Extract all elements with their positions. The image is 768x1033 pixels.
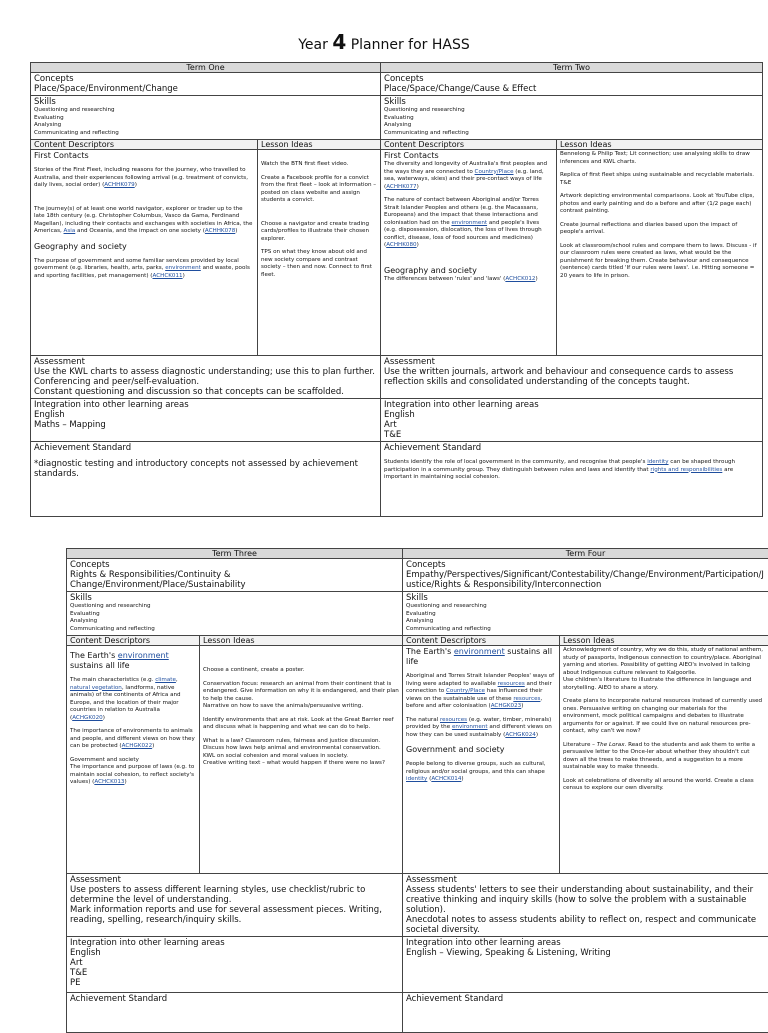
term-three-concepts: Concepts Rights & Responsibilities/Continuity & Change/Environment/Place/Sustainability — [67, 559, 403, 592]
glossary-link[interactable]: identity — [406, 776, 428, 782]
glossary-link[interactable]: Asia — [63, 228, 76, 234]
term-two-content-descriptors: First Contacts The diversity and longevity of Australia's first peoples and the ways they are connected to Country/Place (e.g. land, sea, waterways, skies) and their pre-contact ways of life (ACHHK077) The nature of contact between Aboriginal and/or Torres Strait Islander Peoples and others (e.g. the Macassans, Europeans) and the impact that these interactions and colonisation had on the environment and people's lives (e.g. dispossession, dislocation, the loss of lives through conflict, disease, loss of food sources and medicines) (ACHHK080) Geography and society The differences between 'rules' and 'laws' (ACHCK012) — [381, 150, 557, 356]
term-one-assessment: Assessment Use the KWL charts to assess diagnostic understanding; use this to plan further. Conferencing and peer/self-evaluation. Constant questioning and discussion so that concepts can be scaffolded. — [31, 356, 381, 399]
curriculum-link[interactable]: ACHGK023 — [490, 703, 522, 709]
curriculum-link[interactable]: ACHCK014 — [431, 776, 462, 782]
glossary-link[interactable]: environment — [165, 265, 201, 271]
glossary-link[interactable]: resources — [513, 695, 541, 702]
curriculum-link[interactable]: ACHCK011 — [152, 272, 183, 279]
glossary-link[interactable]: Country/Place — [474, 168, 514, 175]
glossary-link[interactable]: environment — [451, 724, 488, 730]
term-one-achievement: Achievement Standard *diagnostic testing and introductory concepts not assessed by achievement standards. — [31, 442, 381, 517]
glossary-link[interactable]: resources — [497, 680, 525, 687]
curriculum-link[interactable]: ACHGK022 — [121, 743, 153, 749]
term-four-assessment: Assessment Assess students' letters to see their understanding about sustainability, and their creative thinking and inquiry skills (how to solve the problem with a sustainable solution). Anecdotal notes to assess students ability to reflect on, respect and communicate societal diversity. — [403, 874, 768, 937]
curriculum-link[interactable]: ACHGK020 — [72, 714, 103, 721]
term-three-header: Term Three — [67, 549, 403, 559]
glossary-link[interactable]: Country/Place — [446, 688, 485, 694]
term-two-achievement: Achievement Standard Students identify the role of local government in the community, and recognise that people's identity can be shaped through participation in a community group. They distinguish between rules and laws and identify that rights and responsibilities are important in maintaining social cohesion. — [381, 442, 763, 517]
term-one-skills: Skills Questioning and researching Evaluating Analysing Communicating and reflecting — [31, 96, 381, 140]
term-four-achievement: Achievement Standard — [403, 993, 768, 1033]
term-one-li-header: Lesson Ideas — [258, 140, 381, 150]
term-two-li-header: Lesson Ideas — [557, 140, 763, 150]
term-four-header: Term Four — [403, 549, 768, 559]
term-two-cd-header: Content Descriptors — [381, 140, 557, 150]
curriculum-link[interactable]: ACHCK012 — [505, 275, 536, 282]
term-two-skills: Skills Questioning and researching Evaluating Analysing Communicating and reflecting — [381, 96, 763, 140]
curriculum-link[interactable]: ACHCK013 — [94, 779, 125, 785]
term-four-lesson-ideas: Acknowledgment of country, why we do this, study of national anthem, study of passports, Indigenous connection to country/place. Aboriginal yarning and stories. Possibility of getting AIEO's involved in talking about Indigenous culture relevant to Kalgoorlie. Use children's literature to illustrate the difference in language and storytelling. AIEO to share a story. Create plans to incorporate natural resources instead of currently used ones. Persuasive writing on changing our materials for the environment, mock political campaigns and debates to illustrate arguments for or against. If we could live on natural resources pre-contact, why can't we now? Literature – The Lorax. Read to the students and ask them to write a persuasive letter to the Once-ler about whether they shouldn't cut down all the trees to make thneeds, and a suggestion to a more sustainable way to make thneeds. Look at celebrations of diversity all around the world. Create a class census to explore our own diversity. — [560, 646, 768, 874]
glossary-link[interactable]: environment — [453, 647, 505, 656]
term-two-assessment: Assessment Use the written journals, artwork and behaviour and consequence cards to assess reflection skills and consolidated understanding of the concepts taught. — [381, 356, 763, 399]
glossary-link[interactable]: climate — [155, 677, 176, 683]
term-four-skills: Skills Questioning and researching Evaluating Analysing Communicating and reflecting — [403, 592, 768, 636]
page-title: Year 4 Planner for HASS — [298, 30, 470, 54]
term-three-lesson-ideas: Choose a continent, create a poster. Conservation focus: research an animal from their continent that is endangered. Give information on why it is endangered, and their plan to help the cause. Narrative on how to save the animals/persuasive writing. Identify environments that are at risk. Look at the Great Barrier reef and discuss what is happening and what we can do to help. What is a law? Classroom rules, fairness and justice discussion. Discuss how laws help animal and environmental conservation. KWL on social cohesion and moral values in society. Creative writing text – what would happen if there were no laws? — [200, 646, 403, 874]
term-three-achievement: Achievement Standard — [67, 993, 403, 1033]
term-three-content-descriptors: The Earth's environment sustains all life The main characteristics (e.g. climate, natural vegetation, landforms, native animals) of the continents of Africa and Europe, and the location of their major countries in relation to Australia (ACHGK020) The importance of environments to animals and people, and different views on how they can be protected (ACHGK022) Government and society The importance and purpose of laws (e.g. to maintain social cohesion, to reflect society's values) (ACHCK013) — [67, 646, 200, 874]
term-two-concepts: Concepts Place/Space/Change/Cause & Effect — [381, 73, 763, 96]
term-three-li-header: Lesson Ideas — [200, 636, 403, 646]
term-one-lesson-ideas: Watch the BTN first fleet video. Create a Facebook profile for a convict from the first fleet – look at information –posted on class website and assign students a convict. Choose a navigator and create trading cards/profiles to illustrate their chosen explorer. TPS on what they know about old and new society compare and contrast society – then and now. Connect to first fleet. — [258, 150, 381, 356]
glossary-link[interactable]: environment — [451, 219, 488, 226]
curriculum-link[interactable]: ACHHK080 — [386, 242, 417, 248]
glossary-link[interactable]: natural vegetation — [70, 684, 122, 691]
curriculum-link[interactable]: ACHHK079 — [104, 182, 135, 188]
term-two-lesson-ideas: Bennelong & Philip Text; Lit connection; use analysing skills to draw inferences and KWL charts. Replica of first fleet ships using sustainable and recyclable materials. T&E Artwork depicting environmental comparisons. Look at YouTube clips, photos and early painting and do a before and after (1/2 page each) contrast painting. Create journal reflections and diaries based upon the impact of people's arrival. Look at classroom/school rules and compare them to laws. Discuss - if our classroom rules were created as laws, what would be the punishment for breaking them. Create behaviour and consequence (sentence) cards titled 'If our rules were laws'. i.e. Hitting someone = 20 years to life in prison. — [557, 150, 763, 356]
term-one-cd-header: Content Descriptors — [31, 140, 258, 150]
term-three-integration: Integration into other learning areas English Art T&E PE — [67, 937, 403, 993]
term-four-cd-header: Content Descriptors — [403, 636, 560, 646]
term-two-integration: Integration into other learning areas English Art T&E — [381, 399, 763, 442]
term-three-skills: Skills Questioning and researching Evaluating Analysing Communicating and reflecting — [67, 592, 403, 636]
term-one-concepts: Concepts Place/Space/Environment/Change — [31, 73, 381, 96]
term-four-content-descriptors: The Earth's environment sustains all life Aboriginal and Torres Strait Islander Peoples' ways of living were adapted to available resources and their connection to Country/Place has influenced their views on the sustainable use of these resources, before and after colonisation (ACHGK023) The natural resources (e.g. water, timber, minerals) provided by the environment and different views on how they can be used sustainably (ACHGK024) Government and society People belong to diverse groups, such as cultural, religious and/or social groups, and this can shape identity (ACHCK014) — [403, 646, 560, 874]
curriculum-link[interactable]: ACHGK024 — [505, 731, 536, 738]
glossary-link[interactable]: identity — [647, 459, 669, 465]
term-two-header: Term Two — [381, 63, 763, 73]
term-one-integration: Integration into other learning areas English Maths – Mapping — [31, 399, 381, 442]
term-three-assessment: Assessment Use posters to assess different learning styles, use checklist/rubric to determine the level of understanding. Mark information reports and use for several assessment pieces. Writing, reading, spelling, research/inquiry skills. — [67, 874, 403, 937]
term-four-integration: Integration into other learning areas English – Viewing, Speaking & Listening, Writing — [403, 937, 768, 993]
planner-table-terms-3-4 — [66, 548, 768, 1033]
term-four-li-header: Lesson Ideas — [560, 636, 768, 646]
term-four-concepts: Concepts Empathy/Perspectives/Significant/Contestability/Change/Environment/Participation/Justice/Rights & Responsibility/Interconnection — [403, 559, 768, 592]
term-one-content-descriptors: First Contacts Stories of the First Fleet, including reasons for the journey, who travelled to Australia, and their experiences following arrival (e.g. treatment of convicts, daily lives, social order) (ACHHK079) The journey(s) of at least one world navigator, explorer or trader up to the late 18th century (e.g. Christopher Columbus, Vasco da Gama, Ferdinand Magellan), including their contacts and exchanges with societies in Africa, the Americas, Asia and Oceania, and the impact on one society (ACHHK078) Geography and society The purpose of government and some familiar services provided by local government (e.g. libraries, health, arts, parks, environment and waste, pools and sporting facilities, pet management) (ACHCK011) — [31, 150, 258, 356]
glossary-link[interactable]: environment — [117, 651, 169, 660]
curriculum-link[interactable]: ACHHK077 — [386, 183, 417, 190]
curriculum-link[interactable]: ACHHK078 — [204, 228, 236, 234]
term-one-header: Term One — [31, 63, 381, 73]
glossary-link[interactable]: rights and responsibilities — [650, 466, 723, 473]
term-three-cd-header: Content Descriptors — [67, 636, 200, 646]
glossary-link[interactable]: resources — [439, 716, 468, 723]
planner-table-terms-1-2 — [30, 62, 763, 517]
